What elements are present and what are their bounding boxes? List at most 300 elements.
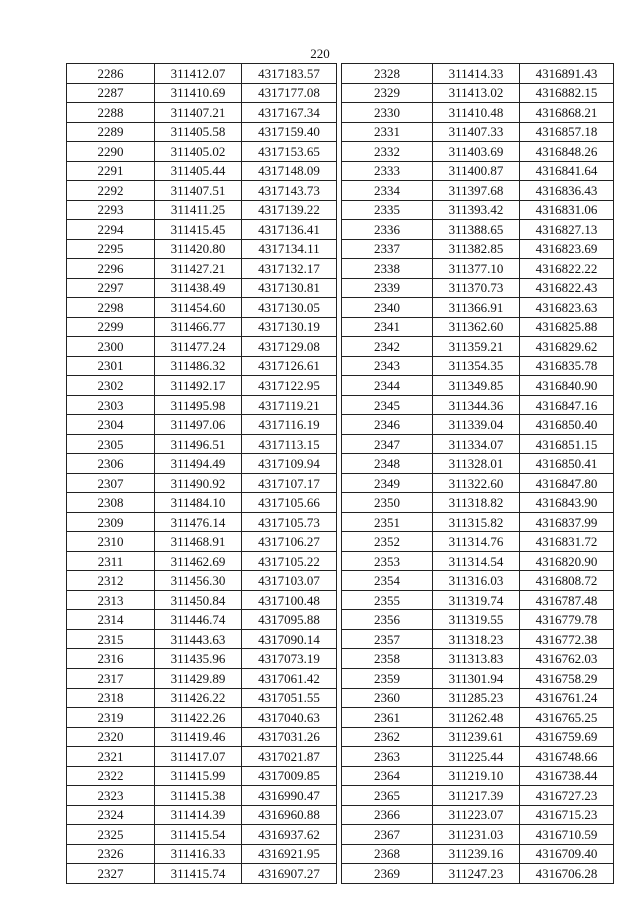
x-coordinate-cell: 311497.06	[155, 415, 242, 435]
point-number-cell: 2360	[342, 688, 433, 708]
x-coordinate-cell: 311450.84	[155, 590, 242, 610]
x-coordinate-cell: 311319.55	[433, 610, 520, 630]
x-coordinate-cell: 311217.39	[433, 786, 520, 806]
x-coordinate-cell: 311322.60	[433, 473, 520, 493]
y-coordinate-cell: 4316829.62	[520, 337, 614, 357]
point-number-cell: 2355	[342, 590, 433, 610]
x-coordinate-cell: 311446.74	[155, 610, 242, 630]
y-coordinate-cell: 4316847.80	[520, 473, 614, 493]
x-coordinate-cell: 311316.03	[433, 571, 520, 591]
table-row	[342, 122, 614, 142]
coordinates-table-left	[66, 63, 337, 884]
y-coordinate-cell: 4317143.73	[242, 181, 337, 201]
x-coordinate-cell: 311416.33	[155, 844, 242, 864]
table-row	[342, 64, 614, 84]
table-row	[67, 298, 337, 318]
point-number-cell: 2366	[342, 805, 433, 825]
point-number-cell: 2369	[342, 864, 433, 884]
table-row	[67, 278, 337, 298]
point-number-cell: 2308	[67, 493, 155, 513]
table-row	[342, 825, 614, 845]
x-coordinate-cell: 311231.03	[433, 825, 520, 845]
point-number-cell: 2294	[67, 220, 155, 240]
y-coordinate-cell: 4317177.08	[242, 83, 337, 103]
x-coordinate-cell: 311344.36	[433, 395, 520, 415]
point-number-cell: 2335	[342, 200, 433, 220]
y-coordinate-cell: 4316706.28	[520, 864, 614, 884]
table-row	[67, 142, 337, 162]
y-coordinate-cell: 4316831.06	[520, 200, 614, 220]
point-number-cell: 2365	[342, 786, 433, 806]
x-coordinate-cell: 311466.77	[155, 317, 242, 337]
point-number-cell: 2350	[342, 493, 433, 513]
table-row	[67, 64, 337, 84]
x-coordinate-cell: 311318.82	[433, 493, 520, 513]
x-coordinate-cell: 311435.96	[155, 649, 242, 669]
point-number-cell: 2299	[67, 317, 155, 337]
table-row	[342, 708, 614, 728]
x-coordinate-cell: 311412.07	[155, 64, 242, 84]
point-number-cell: 2338	[342, 259, 433, 279]
x-coordinate-cell: 311427.21	[155, 259, 242, 279]
x-coordinate-cell: 311407.21	[155, 103, 242, 123]
table-row	[342, 337, 614, 357]
table-row	[67, 864, 337, 884]
table-row	[342, 747, 614, 767]
x-coordinate-cell: 311468.91	[155, 532, 242, 552]
table-row	[342, 415, 614, 435]
table-row	[342, 259, 614, 279]
y-coordinate-cell: 4316758.29	[520, 668, 614, 688]
point-number-cell: 2357	[342, 629, 433, 649]
point-number-cell: 2334	[342, 181, 433, 201]
x-coordinate-cell: 311484.10	[155, 493, 242, 513]
point-number-cell: 2330	[342, 103, 433, 123]
point-number-cell: 2309	[67, 512, 155, 532]
point-number-cell: 2295	[67, 239, 155, 259]
point-number-cell: 2289	[67, 122, 155, 142]
y-coordinate-cell: 4317119.21	[242, 395, 337, 415]
point-number-cell: 2298	[67, 298, 155, 318]
table-row	[342, 844, 614, 864]
table-row	[67, 610, 337, 630]
table-row	[67, 629, 337, 649]
coordinates-table-right	[341, 63, 614, 884]
table-row	[67, 376, 337, 396]
y-coordinate-cell: 4317167.34	[242, 103, 337, 123]
table-row	[67, 220, 337, 240]
x-coordinate-cell: 311366.91	[433, 298, 520, 318]
x-coordinate-cell: 311429.89	[155, 668, 242, 688]
y-coordinate-cell: 4317040.63	[242, 708, 337, 728]
point-number-cell: 2305	[67, 434, 155, 454]
table-row	[342, 688, 614, 708]
table-row	[67, 590, 337, 610]
point-number-cell: 2317	[67, 668, 155, 688]
point-number-cell: 2354	[342, 571, 433, 591]
y-coordinate-cell: 4316808.72	[520, 571, 614, 591]
y-coordinate-cell: 4317134.11	[242, 239, 337, 259]
x-coordinate-cell: 311410.69	[155, 83, 242, 103]
table-row	[342, 239, 614, 259]
y-coordinate-cell: 4317095.88	[242, 610, 337, 630]
y-coordinate-cell: 4316836.43	[520, 181, 614, 201]
x-coordinate-cell: 311313.83	[433, 649, 520, 669]
y-coordinate-cell: 4316840.90	[520, 376, 614, 396]
y-coordinate-cell: 4317090.14	[242, 629, 337, 649]
point-number-cell: 2293	[67, 200, 155, 220]
x-coordinate-cell: 311225.44	[433, 747, 520, 767]
y-coordinate-cell: 4317159.40	[242, 122, 337, 142]
y-coordinate-cell: 4317021.87	[242, 747, 337, 767]
y-coordinate-cell: 4317126.61	[242, 356, 337, 376]
y-coordinate-cell: 4317122.95	[242, 376, 337, 396]
y-coordinate-cell: 4316772.38	[520, 629, 614, 649]
y-coordinate-cell: 4317113.15	[242, 434, 337, 454]
table-row	[342, 395, 614, 415]
x-coordinate-cell: 311415.45	[155, 220, 242, 240]
point-number-cell: 2359	[342, 668, 433, 688]
y-coordinate-cell: 4317183.57	[242, 64, 337, 84]
table-row	[342, 532, 614, 552]
table-row	[67, 844, 337, 864]
x-coordinate-cell: 311415.54	[155, 825, 242, 845]
y-coordinate-cell: 4316779.78	[520, 610, 614, 630]
point-number-cell: 2326	[67, 844, 155, 864]
x-coordinate-cell: 311405.44	[155, 161, 242, 181]
y-coordinate-cell: 4316759.69	[520, 727, 614, 747]
y-coordinate-cell: 4317105.66	[242, 493, 337, 513]
point-number-cell: 2336	[342, 220, 433, 240]
point-number-cell: 2347	[342, 434, 433, 454]
table-row	[67, 122, 337, 142]
x-coordinate-cell: 311400.87	[433, 161, 520, 181]
y-coordinate-cell: 4317136.41	[242, 220, 337, 240]
x-coordinate-cell: 311476.14	[155, 512, 242, 532]
y-coordinate-cell: 4316820.90	[520, 551, 614, 571]
point-number-cell: 2333	[342, 161, 433, 181]
x-coordinate-cell: 311319.74	[433, 590, 520, 610]
point-number-cell: 2296	[67, 259, 155, 279]
x-coordinate-cell: 311495.98	[155, 395, 242, 415]
table-row	[342, 864, 614, 884]
y-coordinate-cell: 4316847.16	[520, 395, 614, 415]
y-coordinate-cell: 4317105.73	[242, 512, 337, 532]
table-row	[342, 786, 614, 806]
y-coordinate-cell: 4316850.40	[520, 415, 614, 435]
point-number-cell: 2303	[67, 395, 155, 415]
y-coordinate-cell: 4316848.26	[520, 142, 614, 162]
x-coordinate-cell: 311414.39	[155, 805, 242, 825]
y-coordinate-cell: 4316857.18	[520, 122, 614, 142]
point-number-cell: 2324	[67, 805, 155, 825]
point-number-cell: 2292	[67, 181, 155, 201]
point-number-cell: 2302	[67, 376, 155, 396]
x-coordinate-cell: 311349.85	[433, 376, 520, 396]
point-number-cell: 2301	[67, 356, 155, 376]
x-coordinate-cell: 311490.92	[155, 473, 242, 493]
table-row	[67, 727, 337, 747]
x-coordinate-cell: 311415.99	[155, 766, 242, 786]
table-row	[67, 649, 337, 669]
table-row	[67, 825, 337, 845]
point-number-cell: 2352	[342, 532, 433, 552]
point-number-cell: 2307	[67, 473, 155, 493]
point-number-cell: 2363	[342, 747, 433, 767]
table-row	[67, 708, 337, 728]
table-row	[342, 590, 614, 610]
y-coordinate-cell: 4316822.43	[520, 278, 614, 298]
x-coordinate-cell: 311328.01	[433, 454, 520, 474]
y-coordinate-cell: 4317130.19	[242, 317, 337, 337]
y-coordinate-cell: 4317116.19	[242, 415, 337, 435]
point-number-cell: 2312	[67, 571, 155, 591]
page-number: 220	[310, 46, 330, 61]
point-number-cell: 2300	[67, 337, 155, 357]
point-number-cell: 2327	[67, 864, 155, 884]
y-coordinate-cell: 4316738.44	[520, 766, 614, 786]
x-coordinate-cell: 311377.10	[433, 259, 520, 279]
y-coordinate-cell: 4316990.47	[242, 786, 337, 806]
y-coordinate-cell: 4316825.88	[520, 317, 614, 337]
y-coordinate-cell: 4316822.22	[520, 259, 614, 279]
y-coordinate-cell: 4316882.15	[520, 83, 614, 103]
point-number-cell: 2321	[67, 747, 155, 767]
table-row	[342, 571, 614, 591]
y-coordinate-cell: 4317009.85	[242, 766, 337, 786]
y-coordinate-cell: 4317051.55	[242, 688, 337, 708]
point-number-cell: 2313	[67, 590, 155, 610]
x-coordinate-cell: 311405.58	[155, 122, 242, 142]
x-coordinate-cell: 311420.80	[155, 239, 242, 259]
table-row	[67, 83, 337, 103]
y-coordinate-cell: 4317129.08	[242, 337, 337, 357]
y-coordinate-cell: 4316762.03	[520, 649, 614, 669]
table-row	[67, 493, 337, 513]
y-coordinate-cell: 4316715.23	[520, 805, 614, 825]
y-coordinate-cell: 4317061.42	[242, 668, 337, 688]
table-row	[342, 103, 614, 123]
table-row	[67, 200, 337, 220]
table-row	[342, 356, 614, 376]
y-coordinate-cell: 4317100.48	[242, 590, 337, 610]
point-number-cell: 2290	[67, 142, 155, 162]
table-row	[67, 571, 337, 591]
x-coordinate-cell: 311477.24	[155, 337, 242, 357]
x-coordinate-cell: 311496.51	[155, 434, 242, 454]
table-row	[67, 805, 337, 825]
y-coordinate-cell: 4316841.64	[520, 161, 614, 181]
point-number-cell: 2361	[342, 708, 433, 728]
y-coordinate-cell: 4316851.15	[520, 434, 614, 454]
point-number-cell: 2346	[342, 415, 433, 435]
x-coordinate-cell: 311403.69	[433, 142, 520, 162]
x-coordinate-cell: 311247.23	[433, 864, 520, 884]
x-coordinate-cell: 311359.21	[433, 337, 520, 357]
table-row	[67, 434, 337, 454]
point-number-cell: 2318	[67, 688, 155, 708]
table-row	[342, 610, 614, 630]
table-row	[67, 317, 337, 337]
y-coordinate-cell: 4317103.07	[242, 571, 337, 591]
x-coordinate-cell: 311354.35	[433, 356, 520, 376]
point-number-cell: 2339	[342, 278, 433, 298]
point-number-cell: 2348	[342, 454, 433, 474]
table-row	[342, 473, 614, 493]
point-number-cell: 2311	[67, 551, 155, 571]
point-number-cell: 2314	[67, 610, 155, 630]
y-coordinate-cell: 4317130.05	[242, 298, 337, 318]
table-row	[342, 805, 614, 825]
y-coordinate-cell: 4316835.78	[520, 356, 614, 376]
x-coordinate-cell: 311454.60	[155, 298, 242, 318]
y-coordinate-cell: 4317106.27	[242, 532, 337, 552]
y-coordinate-cell: 4317105.22	[242, 551, 337, 571]
x-coordinate-cell: 311239.16	[433, 844, 520, 864]
x-coordinate-cell: 311411.25	[155, 200, 242, 220]
table-row	[67, 415, 337, 435]
y-coordinate-cell: 4316765.25	[520, 708, 614, 728]
table-row	[67, 551, 337, 571]
x-coordinate-cell: 311393.42	[433, 200, 520, 220]
x-coordinate-cell: 311410.48	[433, 103, 520, 123]
y-coordinate-cell: 4317139.22	[242, 200, 337, 220]
table-row	[342, 493, 614, 513]
table-row	[342, 220, 614, 240]
x-coordinate-cell: 311382.85	[433, 239, 520, 259]
x-coordinate-cell: 311462.69	[155, 551, 242, 571]
point-number-cell: 2328	[342, 64, 433, 84]
point-number-cell: 2351	[342, 512, 433, 532]
x-coordinate-cell: 311315.82	[433, 512, 520, 532]
y-coordinate-cell: 4316937.62	[242, 825, 337, 845]
point-number-cell: 2353	[342, 551, 433, 571]
y-coordinate-cell: 4317109.94	[242, 454, 337, 474]
y-coordinate-cell: 4316709.40	[520, 844, 614, 864]
x-coordinate-cell: 311415.74	[155, 864, 242, 884]
point-number-cell: 2319	[67, 708, 155, 728]
table-row	[67, 181, 337, 201]
x-coordinate-cell: 311334.07	[433, 434, 520, 454]
table-row	[67, 786, 337, 806]
table-row	[342, 434, 614, 454]
point-number-cell: 2316	[67, 649, 155, 669]
y-coordinate-cell: 4317107.17	[242, 473, 337, 493]
x-coordinate-cell: 311486.32	[155, 356, 242, 376]
table-row	[67, 395, 337, 415]
table-row	[342, 298, 614, 318]
x-coordinate-cell: 311370.73	[433, 278, 520, 298]
x-coordinate-cell: 311456.30	[155, 571, 242, 591]
table-row	[67, 668, 337, 688]
point-number-cell: 2364	[342, 766, 433, 786]
y-coordinate-cell: 4316761.24	[520, 688, 614, 708]
point-number-cell: 2341	[342, 317, 433, 337]
table-row	[67, 356, 337, 376]
y-coordinate-cell: 4316823.63	[520, 298, 614, 318]
y-coordinate-cell: 4316823.69	[520, 239, 614, 259]
x-coordinate-cell: 311405.02	[155, 142, 242, 162]
point-number-cell: 2340	[342, 298, 433, 318]
point-number-cell: 2288	[67, 103, 155, 123]
point-number-cell: 2320	[67, 727, 155, 747]
point-number-cell: 2349	[342, 473, 433, 493]
point-number-cell: 2331	[342, 122, 433, 142]
point-number-cell: 2287	[67, 83, 155, 103]
y-coordinate-cell: 4317130.81	[242, 278, 337, 298]
x-coordinate-cell: 311417.07	[155, 747, 242, 767]
point-number-cell: 2323	[67, 786, 155, 806]
x-coordinate-cell: 311492.17	[155, 376, 242, 396]
table-row	[342, 142, 614, 162]
y-coordinate-cell: 4317132.17	[242, 259, 337, 279]
x-coordinate-cell: 311494.49	[155, 454, 242, 474]
table-row	[342, 200, 614, 220]
y-coordinate-cell: 4316727.23	[520, 786, 614, 806]
table-row	[342, 83, 614, 103]
y-coordinate-cell: 4316891.43	[520, 64, 614, 84]
point-number-cell: 2345	[342, 395, 433, 415]
x-coordinate-cell: 311262.48	[433, 708, 520, 728]
point-number-cell: 2367	[342, 825, 433, 845]
y-coordinate-cell: 4317073.19	[242, 649, 337, 669]
table-row	[342, 512, 614, 532]
y-coordinate-cell: 4316787.48	[520, 590, 614, 610]
point-number-cell: 2291	[67, 161, 155, 181]
x-coordinate-cell: 311223.07	[433, 805, 520, 825]
y-coordinate-cell: 4317148.09	[242, 161, 337, 181]
table-row	[67, 454, 337, 474]
x-coordinate-cell: 311239.61	[433, 727, 520, 747]
table-row	[67, 337, 337, 357]
point-number-cell: 2329	[342, 83, 433, 103]
x-coordinate-cell: 311414.33	[433, 64, 520, 84]
table-row	[342, 376, 614, 396]
table-row	[67, 473, 337, 493]
x-coordinate-cell: 311339.04	[433, 415, 520, 435]
x-coordinate-cell: 311419.46	[155, 727, 242, 747]
y-coordinate-cell: 4317153.65	[242, 142, 337, 162]
table-row	[342, 278, 614, 298]
table-row	[67, 103, 337, 123]
table-row	[67, 532, 337, 552]
table-row	[342, 668, 614, 688]
table-row	[342, 629, 614, 649]
table-row	[342, 649, 614, 669]
point-number-cell: 2310	[67, 532, 155, 552]
point-number-cell: 2306	[67, 454, 155, 474]
table-row	[67, 239, 337, 259]
x-coordinate-cell: 311318.23	[433, 629, 520, 649]
x-coordinate-cell: 311407.33	[433, 122, 520, 142]
y-coordinate-cell: 4316960.88	[242, 805, 337, 825]
point-number-cell: 2344	[342, 376, 433, 396]
table-row	[342, 181, 614, 201]
point-number-cell: 2358	[342, 649, 433, 669]
y-coordinate-cell: 4316907.27	[242, 864, 337, 884]
y-coordinate-cell: 4316921.95	[242, 844, 337, 864]
x-coordinate-cell: 311426.22	[155, 688, 242, 708]
y-coordinate-cell: 4316843.90	[520, 493, 614, 513]
x-coordinate-cell: 311415.38	[155, 786, 242, 806]
x-coordinate-cell: 311362.60	[433, 317, 520, 337]
table-row	[342, 161, 614, 181]
table-row	[67, 259, 337, 279]
x-coordinate-cell: 311407.51	[155, 181, 242, 201]
point-number-cell: 2332	[342, 142, 433, 162]
x-coordinate-cell: 311285.23	[433, 688, 520, 708]
x-coordinate-cell: 311388.65	[433, 220, 520, 240]
